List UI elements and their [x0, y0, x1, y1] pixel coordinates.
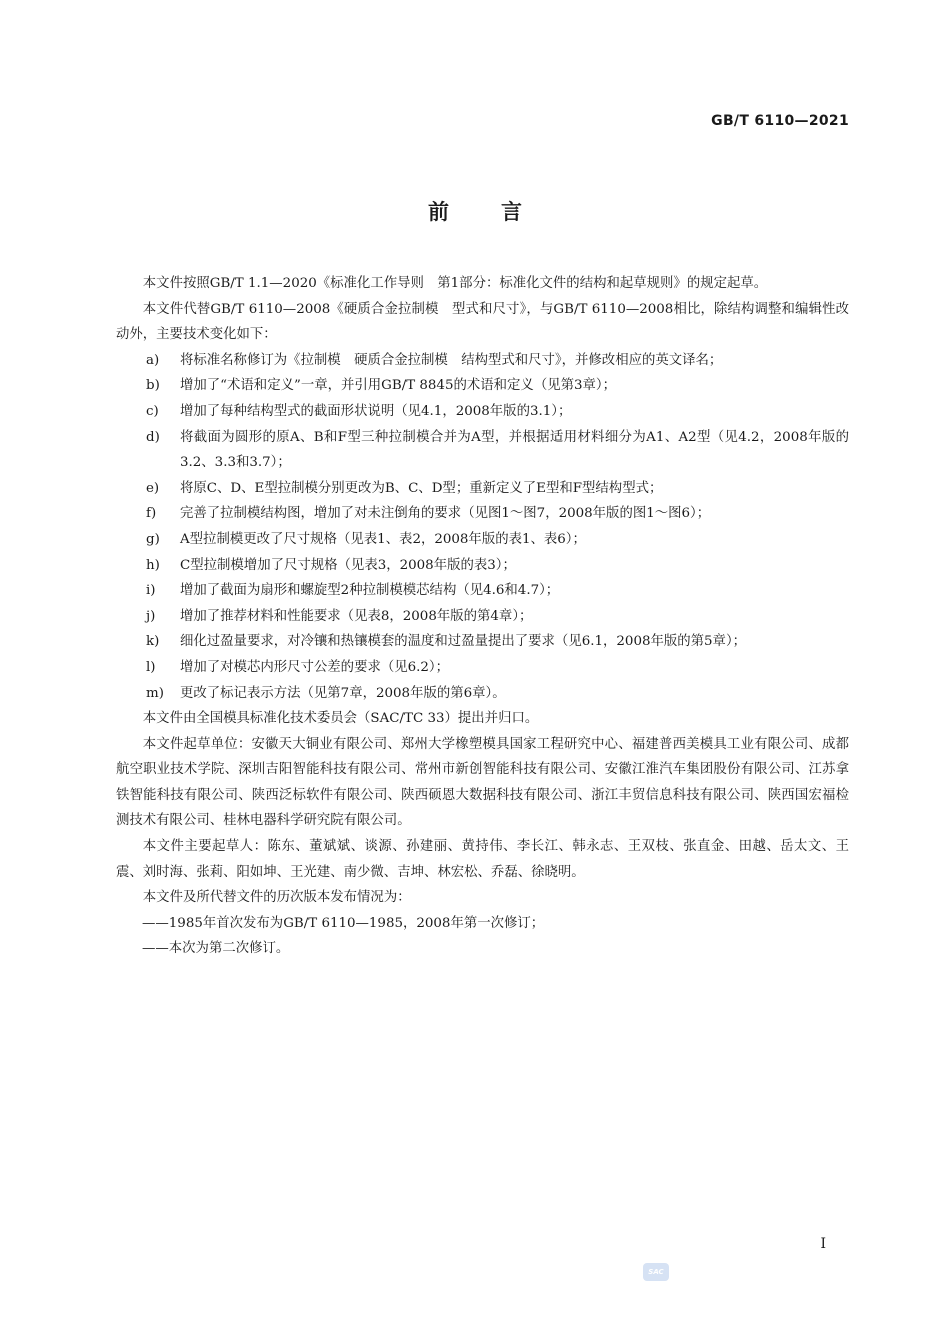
list-item-text: 将截面为圆形的原A、B和F型三种拉制模合并为A型，并根据适用材料细分为A1、A2型（见4.2，2008年版的3.2、3.3和3.7）；	[180, 429, 849, 471]
list-item-label: c)	[146, 403, 159, 419]
list-item	[116, 476, 849, 502]
paragraph-drafting-units: 本文件起草单位：安徽天大铜业有限公司、郑州大学橡塑模具国家工程研究中心、福建普西美模具工业有限公司、成都航空职业技术学院、深圳吉阳智能科技有限公司、常州市新创智能科技有限公司、安徽江淮汽车集团股份有限公司、江苏拿铁智能科技有限公司、陕西泛标软件有限公司、陕西硕恩大数据科技有限公司、浙江丰贸信息科技有限公司、陕西国宏福检测技术有限公司、桂林电器科学研究院有限公司。	[116, 736, 849, 829]
list-item	[116, 655, 849, 681]
list-item-text: C型拉制模增加了尺寸规格（见表3，2008年版的表3）；	[180, 557, 516, 573]
document-body	[116, 271, 849, 962]
paragraph-drafters: 本文件主要起草人：陈东、董斌斌、谈源、孙建丽、黄持伟、李长江、韩永志、王双枝、张直金、田越、岳太文、王震、刘时海、张莉、阳如坤、王光建、南少微、吉坤、林宏松、乔磊、徐晓明。	[116, 839, 849, 880]
list-item-text: 增加了对模芯内形尺寸公差的要求（见6.2）；	[180, 659, 450, 675]
list-item	[116, 604, 849, 630]
standard-number: GB/T 6110—2021	[711, 113, 849, 129]
list-item-text: 将标准名称修订为《拉制模 硬质合金拉制模 结构型式和尺寸》，并修改相应的英文译名；	[180, 352, 723, 368]
list-item-label: f)	[146, 506, 157, 522]
list-item-label: k)	[146, 634, 160, 650]
list-item-label: e)	[146, 480, 160, 496]
changes-list	[116, 348, 849, 706]
paragraph-drafting-rule: 本文件按照GB/T 1.1—2020《标准化工作导则 第1部分：标准化文件的结构和起草规则》的规定起草。	[142, 276, 768, 291]
list-item	[116, 553, 849, 579]
list-item-label: l)	[146, 659, 156, 675]
list-item	[116, 399, 849, 425]
list-item-text: A型拉制模更改了尺寸规格（见表1、表2，2008年版的表1、表6）；	[180, 531, 586, 547]
list-item-label: h)	[146, 557, 160, 573]
list-item	[116, 501, 849, 527]
list-item-text: 完善了拉制模结构图，增加了对未注倒角的要求（见图1～图7，2008年版的图1～图6）；	[180, 506, 711, 522]
list-item	[116, 527, 849, 553]
list-item-label: b)	[146, 378, 160, 394]
paragraph-proposer: 本文件由全国模具标准化技术委员会（SAC/TC 33）提出并归口。	[142, 711, 539, 727]
list-item-text: 细化过盈量要求，对冷镶和热镶模套的温度和过盈量提出了要求（见6.1，2008年版的第5章）；	[180, 634, 747, 650]
list-item-text: 更改了标记表示方法（见第7章，2008年版的第6章）。	[180, 685, 506, 701]
paragraph-replacement: 本文件代替GB/T 6110—2008《硬质合金拉制模 型式和尺寸》，与GB/T 6110—2008相比，除结构调整和编辑性改动外，主要技术变化如下：	[116, 301, 849, 343]
list-item-label: a)	[146, 352, 160, 368]
history-item: ——本次为第二次修订。	[142, 941, 290, 957]
list-item-label: m)	[146, 685, 164, 701]
list-item	[116, 373, 849, 399]
sac-logo: SAC	[643, 1263, 669, 1281]
list-item	[116, 425, 849, 476]
list-item	[116, 629, 849, 655]
page-number: I	[820, 1236, 826, 1252]
list-item	[116, 578, 849, 604]
list-item-text: 增加了截面为扇形和螺旋型2种拉制模模芯结构（见4.6和4.7）；	[180, 583, 560, 599]
list-item-label: i)	[146, 583, 156, 599]
list-item-text: 增加了每种结构型式的截面形状说明（见4.1，2008年版的3.1）；	[180, 403, 572, 419]
list-item-label: d)	[146, 429, 160, 445]
paragraph-history-intro: 本文件及所代替文件的历次版本发布情况为：	[142, 890, 411, 906]
list-item	[116, 681, 849, 707]
list-item-label: g)	[146, 531, 160, 547]
list-item	[116, 348, 849, 374]
history-item: ——1985年首次发布为GB/T 6110—1985，2008年第一次修订；	[142, 915, 545, 931]
list-item-text: 增加了推荐材料和性能要求（见表8，2008年版的第4章）；	[180, 608, 533, 624]
list-item-label: j)	[146, 608, 156, 624]
list-item-text: 增加了“术语和定义”一章，并引用GB/T 8845的术语和定义（见第3章）；	[180, 378, 616, 394]
page-title: 前言	[428, 200, 574, 224]
list-item-text: 将原C、D、E型拉制模分别更改为B、C、D型；重新定义了E型和F型结构型式；	[180, 480, 663, 496]
